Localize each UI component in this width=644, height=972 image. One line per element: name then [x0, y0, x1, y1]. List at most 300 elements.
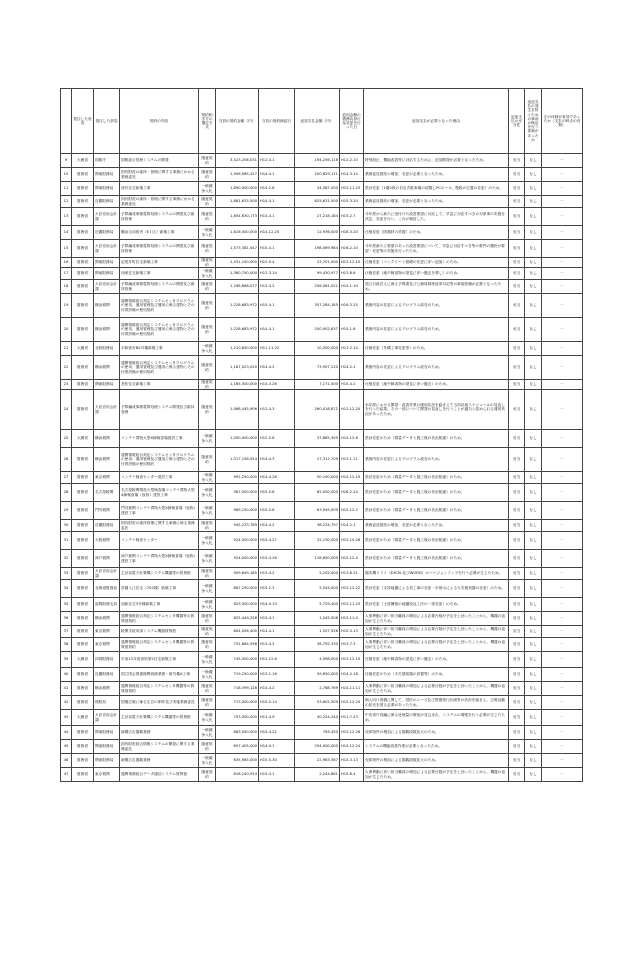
- cell-no: 24: [61, 390, 72, 430]
- cell-reason: 人事異動に伴い担当職員の増加による必要台数が予定を上回ったことから、機器の追加が生じたため。: [364, 612, 509, 626]
- cell-orig: 683,550,000: [216, 726, 259, 740]
- cell-bureau: 四国財務局: [94, 652, 120, 668]
- cell-ministry: 財務省: [72, 448, 94, 472]
- cell-no: 27: [61, 472, 72, 484]
- cell-method: 一般競争入札: [199, 668, 216, 682]
- cell-check: なし: [525, 240, 542, 258]
- cell-adate: H13.8.31: [340, 568, 364, 580]
- table-row: [61, 710, 583, 726]
- cell-check: なし: [525, 390, 542, 430]
- cell-content: 予算編成事務電算処理システムの開発及び維持管理: [120, 240, 199, 258]
- cell-reason: システムの機能改善作業が必要となったため。: [364, 740, 509, 754]
- table-row: [61, 740, 583, 754]
- cell-reason: 仕様変更（地中障害物の発見に伴い撤去）のため。: [364, 652, 509, 668]
- cell-adate: H14.3.14: [340, 168, 364, 182]
- cell-ministry: 財務省: [72, 726, 94, 740]
- cell-orig: 1,906,965,427: [216, 168, 259, 182]
- cell-eff: －: [542, 390, 583, 430]
- cell-method: 随意契約: [199, 682, 216, 696]
- cell-eff: －: [542, 652, 583, 668]
- cell-add: 7,171,500: [295, 380, 340, 390]
- cell-check: なし: [525, 668, 542, 682]
- cell-content: 新聞広告掲載業務: [120, 754, 199, 768]
- cell-valid: 妥当: [509, 182, 525, 196]
- cell-reason: 設計変更のため（測量データと施工後の状況相違）のため。: [364, 484, 509, 502]
- cell-ministry: 財務省: [72, 484, 94, 502]
- cell-odate: H14.2.6: [259, 182, 295, 196]
- cell-no: 40: [61, 668, 72, 682]
- cell-eff: －: [542, 484, 583, 502]
- cell-ministry: 財務省: [72, 294, 94, 318]
- cell-no: 30: [61, 520, 72, 532]
- cell-orig: 987,000,000: [216, 484, 259, 502]
- cell-adate: H14.2.18: [340, 668, 364, 682]
- cell-valid: 妥当: [509, 726, 525, 740]
- cell-add: 32,130,000: [295, 532, 340, 550]
- cell-reason: 中央省庁再編に係る処理量の増加が見込まれ、システムの増強を行う必要が生じたため。: [364, 710, 509, 726]
- cell-odate: H12.4.1: [259, 154, 295, 168]
- cell-valid: 妥当: [509, 258, 525, 268]
- cell-ministry: 財務省: [72, 318, 94, 342]
- cell-orig: 618,240,924: [216, 768, 259, 782]
- cell-content: 宮園入江住宅（702棟）新築工事: [120, 580, 199, 598]
- cell-orig: 924,000,000: [216, 532, 259, 550]
- cell-no: 25: [61, 430, 72, 448]
- header-row: [61, 89, 583, 154]
- cell-no: 22: [61, 356, 72, 380]
- header-cell: 追加金額の債務負担行為変更を行った日: [340, 89, 364, 154]
- cell-odate: H14.4.26: [259, 472, 295, 484]
- cell-valid: 妥当: [509, 390, 525, 430]
- cell-adate: H11.7.23: [340, 710, 364, 726]
- cell-ministry: 大蔵省: [72, 154, 94, 168]
- cell-ministry: 財務省: [72, 390, 94, 430]
- cell-valid: 妥当: [509, 168, 525, 182]
- cell-odate: H15.4.27: [259, 532, 295, 550]
- cell-check: なし: [525, 484, 542, 502]
- cell-method: 随意契約: [199, 356, 216, 380]
- cell-method: 随意契約: [199, 258, 216, 268]
- cell-add: 36,792,330: [295, 638, 340, 652]
- cell-adate: H15.11.25: [340, 182, 364, 196]
- cell-valid: 妥当: [509, 484, 525, 502]
- cell-adate: H14.12.19: [340, 472, 364, 484]
- cell-adate: H14.2.1: [340, 520, 364, 532]
- cell-add: 12,936,000: [295, 226, 340, 240]
- cell-odate: H11.11.22: [259, 342, 295, 356]
- cell-orig: 1,890,000,000: [216, 182, 259, 196]
- cell-no: 43: [61, 710, 72, 726]
- cell-no: 41: [61, 682, 72, 696]
- header-cell: 追加支払が必要となった理由: [364, 89, 509, 154]
- cell-reason: 売却物件の増加による掲載段数拡大のため。: [364, 726, 509, 740]
- cell-bureau: 関東財務局: [94, 182, 120, 196]
- cell-ministry: 財務省: [72, 182, 94, 196]
- cell-add: 260,018,872: [295, 390, 340, 430]
- cell-no: 23: [61, 380, 72, 390]
- cell-orig: 745,500,000: [216, 652, 259, 668]
- cell-odate: H15.5.14: [259, 696, 295, 710]
- cell-odate: H13.1.16: [259, 668, 295, 682]
- table-row: [61, 154, 583, 168]
- table-row: [61, 484, 583, 502]
- cell-orig: 1,050,000,000: [216, 430, 259, 448]
- cell-content: 西新住宅3号棟新築工事: [120, 598, 199, 612]
- cell-reason: 業務委託財産の増加、変更が必要となったため。: [364, 520, 509, 532]
- cell-valid: 妥当: [509, 448, 525, 472]
- cell-no: 31: [61, 532, 72, 550]
- cell-reason: 業務内容の変更によるプログラム改変のため。: [364, 294, 509, 318]
- cell-orig: 825,449,256: [216, 612, 259, 626]
- cell-eff: －: [542, 598, 583, 612]
- cell-valid: 妥当: [509, 532, 525, 550]
- cell-eff: －: [542, 268, 583, 280]
- cell-valid: 妥当: [509, 226, 525, 240]
- cell-no: 15: [61, 240, 72, 258]
- cell-eff: －: [542, 342, 583, 356]
- cell-check: なし: [525, 612, 542, 626]
- cell-no: 35: [61, 598, 72, 612]
- cell-odate: H15.2.3: [259, 580, 295, 598]
- cell-valid: 妥当: [509, 696, 525, 710]
- cell-eff: －: [542, 472, 583, 484]
- cell-add: 1,245,508: [295, 612, 340, 626]
- cell-bureau: 大臣官房会計課: [94, 710, 120, 726]
- cell-add: 59,850,000: [295, 668, 340, 682]
- cell-method: 随意契約: [199, 740, 216, 754]
- cell-method: 一般競争入札: [199, 268, 216, 280]
- cell-content: 国債広報に係る広告の制作及び実施業務委託: [120, 696, 199, 710]
- header-cell: 追加支払金額（円）: [295, 89, 340, 154]
- cell-check: なし: [525, 268, 542, 280]
- cell-orig: 1,298,668,077: [216, 280, 259, 294]
- cell-ministry: 財務省: [72, 598, 94, 612]
- cell-eff: －: [542, 520, 583, 532]
- cell-content: 国有財産の維持・管理に関する事務にかかる業務委託: [120, 196, 199, 208]
- cell-check: なし: [525, 294, 542, 318]
- cell-orig: 867,250,000: [216, 580, 259, 598]
- contract-table-sheet: [60, 88, 582, 782]
- cell-valid: 妥当: [509, 240, 525, 258]
- cell-add: 5,544,000: [295, 580, 340, 598]
- cell-reason: 設計変更のため（測量データと施工後の状況相違）のため。: [364, 502, 509, 520]
- cell-bureau: 近畿財務局: [94, 196, 120, 208]
- cell-odate: H14.4.2: [259, 682, 295, 696]
- cell-method: 随意契約: [199, 390, 216, 430]
- cell-orig: 1,165,500,000: [216, 380, 259, 390]
- cell-bureau: 東京税関: [94, 626, 120, 638]
- cell-orig: 1,017,156,924: [216, 448, 259, 472]
- cell-adate: H15.10.26: [340, 532, 364, 550]
- cell-add: 294,000,000: [295, 740, 340, 754]
- cell-no: 14: [61, 226, 72, 240]
- cell-content: 西巣住宅新築工事: [120, 268, 199, 280]
- cell-add: 198,069,984: [295, 240, 340, 258]
- cell-valid: 妥当: [509, 740, 525, 754]
- cell-adate: H14.1.10: [340, 280, 364, 294]
- cell-bureau: 大臣官房会計課: [94, 280, 120, 294]
- table-row: [61, 668, 583, 682]
- cell-bureau: 理財局: [94, 696, 120, 710]
- cell-valid: 妥当: [509, 568, 525, 580]
- cell-add: 256,061,022: [295, 280, 340, 294]
- table-row: [61, 268, 583, 280]
- table-row: [61, 580, 583, 598]
- cell-add: 4,998,000: [295, 652, 340, 668]
- cell-check: なし: [525, 754, 542, 768]
- table-row: [61, 638, 583, 652]
- cell-odate: H15.4.26: [259, 550, 295, 568]
- cell-adate: H16.3.20: [340, 226, 364, 240]
- cell-method: 一般競争入札: [199, 532, 216, 550]
- cell-bureau: 神戸税関: [94, 550, 120, 568]
- header-cell: 発注した府省: [72, 89, 94, 154]
- cell-adate: H14.12.24: [340, 740, 364, 754]
- cell-adate: H16.3.25: [340, 294, 364, 318]
- cell-ministry: 財務省: [72, 240, 94, 258]
- cell-adate: H15.12.22: [340, 580, 364, 598]
- cell-adate: H13.2.14: [340, 342, 364, 356]
- cell-odate: H13.4.2: [259, 638, 295, 652]
- cell-no: 28: [61, 484, 72, 502]
- cell-add: 765,450: [295, 726, 340, 740]
- table-row: [61, 472, 583, 484]
- header-cell: 追加支払の妥当性: [509, 89, 525, 154]
- table-row: [61, 726, 583, 740]
- cell-valid: 妥当: [509, 294, 525, 318]
- cell-valid: 妥当: [509, 430, 525, 448]
- cell-bureau: 大臣官房会計課: [94, 208, 120, 226]
- cell-reason: 人事異動に伴い担当職員の増加による必要台数が予定を上回ったことから、機器の追加が生じたため。: [364, 626, 509, 638]
- cell-check: なし: [525, 580, 542, 598]
- table-row: [61, 696, 583, 710]
- cell-content: 通関情報総合判定システムセンタプログラムの使用、運用管理及び運用に係る建物とその付帯設備の使用契約: [120, 318, 199, 342]
- cell-orig: 635,985,000: [216, 754, 259, 768]
- cell-adate: H15.6.4: [340, 768, 364, 782]
- table-row: [61, 652, 583, 668]
- table-row: [61, 356, 583, 380]
- cell-bureau: 東京税関: [94, 472, 120, 484]
- cell-adate: H16.2.24: [340, 484, 364, 502]
- cell-content: 国税総合管理システムの開発: [120, 154, 199, 168]
- cell-reason: 人事異動に伴い担当職員の増加による必要台数が予定を上回ったことから、機器の追加が生じたため。: [364, 768, 509, 782]
- cell-valid: 妥当: [509, 652, 525, 668]
- header-cell: 当初の契約金額（円）: [216, 89, 259, 154]
- cell-no: 9: [61, 154, 72, 168]
- cell-check: なし: [525, 342, 542, 356]
- table-row: [61, 390, 583, 430]
- cell-orig: 1,854,630,173: [216, 208, 259, 226]
- cell-adate: H15.2.7: [340, 208, 364, 226]
- cell-valid: 妥当: [509, 196, 525, 208]
- cell-content: コンテナ検査センター建設工事: [120, 472, 199, 484]
- cell-orig: 945,233,789: [216, 520, 259, 532]
- cell-content: 記尾井町住宅新築工事: [120, 258, 199, 268]
- cell-eff: －: [542, 768, 583, 782]
- cell-content: 通関事務総合データ通信システム賃貸借: [120, 768, 199, 782]
- cell-reason: 本年度における開発・改善作業の運用状況を踏まえて当初計画スケジュールの見直しを行った結果、その一部について開発の見直しを行うことが適当と認められる運用状況があったため。: [364, 390, 509, 430]
- cell-method: 随意契約: [199, 768, 216, 782]
- cell-ministry: 財務省: [72, 754, 94, 768]
- cell-odate: H14.4.1: [259, 318, 295, 342]
- cell-no: 12: [61, 196, 72, 208]
- cell-eff: －: [542, 550, 583, 568]
- cell-eff: －: [542, 626, 583, 638]
- cell-reason: 業務内容の変更によるプログラム改変のため。: [364, 448, 509, 472]
- table-row: [61, 226, 583, 240]
- header-cell: 契約の内容: [120, 89, 199, 154]
- cell-content: 予算編成事務電算処理システム開発及び維持管理: [120, 390, 199, 430]
- cell-odate: H15.5.6: [259, 484, 295, 502]
- cell-content: 深川住宅新築工事: [120, 182, 199, 196]
- header-cell: [61, 89, 72, 154]
- cell-content: 名古屋税関飛島大型検査場コンテナ貨物大型X線検査場（仮称）建設工事: [120, 484, 199, 502]
- cell-content: 通関情報総合判定システムセンタ機器等の賃貸借契約: [120, 612, 199, 626]
- header-cell: 左の体制が有効であったか（支払の時点の有無）: [542, 89, 583, 154]
- cell-orig: 1,228,683,972: [216, 294, 259, 318]
- cell-reason: 設計変更のため（測量データと施工後の状況相違）のため。: [364, 550, 509, 568]
- cell-adate: H12.12.20: [340, 390, 364, 430]
- cell-eff: －: [542, 356, 583, 380]
- cell-odate: H15.4.1: [259, 294, 295, 318]
- header-cell: 発注した部局: [94, 89, 120, 154]
- cell-bureau: 横浜税関: [94, 356, 120, 380]
- cell-reason: 売却物件の増加による掲載段数拡大のため。: [364, 754, 509, 768]
- cell-reason: 独立行政法人に係る予算書及び公務員制度改革対応等の新規依頼が必要となったため。: [364, 280, 509, 294]
- table-row: [61, 598, 583, 612]
- cell-reason: 仕様変更（地中障害物の発見に伴い撤去）のため。: [364, 380, 509, 390]
- cell-method: 一般競争入札: [199, 726, 216, 740]
- cell-orig: 969,150,000: [216, 502, 259, 520]
- cell-adate: H13.7.3: [340, 638, 364, 652]
- cell-add: 27,312,709: [295, 448, 340, 472]
- cell-add: 1,557,926: [295, 626, 340, 638]
- cell-method: 一般競争入札: [199, 472, 216, 484]
- cell-odate: H15.4.1: [259, 612, 295, 626]
- cell-bureau: 近畿財務局: [94, 668, 120, 682]
- cell-content: 国有財産総合情報システムの開発に関する業務委託: [120, 740, 199, 754]
- cell-eff: －: [542, 258, 583, 268]
- cell-odate: H15.4.1: [259, 768, 295, 782]
- cell-odate: H13.4.2: [259, 568, 295, 580]
- cell-check: なし: [525, 550, 542, 568]
- cell-ministry: 財務省: [72, 668, 94, 682]
- cell-no: 46: [61, 754, 72, 768]
- cell-reason: 設計変更（1層2段の自走式駐車場の屋階しPCホール、階段の位置の変更）のため。: [364, 182, 509, 196]
- cell-check: なし: [525, 638, 542, 652]
- cell-ministry: 財務省: [72, 612, 94, 626]
- cell-adate: H13.1.11: [340, 448, 364, 472]
- cell-bureau: 関東財務局: [94, 740, 120, 754]
- cell-content: 予算編成事務電算処理システムの開発及び維持管理: [120, 208, 199, 226]
- cell-add: 200,902,837: [295, 318, 340, 342]
- cell-content: 主計局電子計算機システム機器等の賃貸借: [120, 710, 199, 726]
- cell-method: 一般競争入札: [199, 754, 216, 768]
- cell-reason: 今年度から新たに受付けた改善要望に対応して、早急に対応すべきの対象事の実施を決定、変更を行い、これが検討した。: [364, 208, 509, 226]
- cell-eff: －: [542, 682, 583, 696]
- cell-valid: 妥当: [509, 356, 525, 380]
- table-row: [61, 208, 583, 226]
- cell-bureau: 北陸財務局: [94, 342, 120, 356]
- cell-eff: －: [542, 612, 583, 626]
- cell-no: 26: [61, 448, 72, 472]
- cell-no: 21: [61, 342, 72, 356]
- cell-ministry: 大蔵省: [72, 342, 94, 356]
- cell-eff: －: [542, 668, 583, 682]
- cell-method: 随意契約: [199, 196, 216, 208]
- cell-ministry: 財務省: [72, 472, 94, 484]
- cell-add: 63,945,000: [295, 502, 340, 520]
- header-cell: 追加支払の発生を防ぐための事前の検証を行う体制があったか: [525, 89, 542, 154]
- cell-content: 神戸税関コンテナ貨物大型X線検査場（仮称）建設工事: [120, 550, 199, 568]
- cell-add: 118,650,000: [295, 550, 340, 568]
- cell-no: 39: [61, 652, 72, 668]
- cell-reason: 人事異動に伴い担当職員の増加による必要台数が予定を上回ったことから、機器の追加が生じたため。: [364, 638, 509, 652]
- cell-check: なし: [525, 182, 542, 196]
- cell-add: 357,284,185: [295, 294, 340, 318]
- table-row: [61, 182, 583, 196]
- cell-ministry: 財務省: [72, 638, 94, 652]
- cell-check: なし: [525, 196, 542, 208]
- cell-method: 一般競争入札: [199, 652, 216, 668]
- cell-eff: －: [542, 448, 583, 472]
- header-cell: 当初の契約締結日: [259, 89, 295, 154]
- cell-odate: H12.3.14: [259, 268, 295, 280]
- cell-ministry: 財務省: [72, 550, 94, 568]
- cell-odate: H14.3.26: [259, 380, 295, 390]
- cell-ministry: 財務省: [72, 208, 94, 226]
- cell-bureau: 関東財務局: [94, 168, 120, 182]
- cell-method: 随意契約: [199, 240, 216, 258]
- cell-ministry: 財務省: [72, 226, 94, 240]
- table-row: [61, 550, 583, 568]
- cell-valid: 妥当: [509, 580, 525, 598]
- cell-method: 随意契約: [199, 280, 216, 294]
- cell-no: 10: [61, 168, 72, 182]
- cell-valid: 妥当: [509, 682, 525, 696]
- cell-adate: H15.1.6: [340, 318, 364, 342]
- cell-orig: 719,250,000: [216, 668, 259, 682]
- cell-odate: H14.4.2: [259, 356, 295, 380]
- cell-content: 通関情報総合判定システムセンタプログラムの使用、運用管理及び運用に係る建物とその付帯設備の使用契約: [120, 294, 199, 318]
- cell-bureau: 北海道財務局: [94, 580, 120, 598]
- cell-add: 85,050,000: [295, 484, 340, 502]
- cell-odate: H13.4.2: [259, 280, 295, 294]
- cell-ministry: 財務省: [72, 626, 94, 638]
- cell-ministry: 財務省: [72, 356, 94, 380]
- cell-ministry: 大蔵省: [72, 652, 94, 668]
- cell-orig: 703,500,000: [216, 710, 259, 726]
- cell-valid: 妥当: [509, 380, 525, 390]
- cell-bureau: 名古屋税関: [94, 484, 120, 502]
- table-row: [61, 430, 583, 448]
- table-row: [61, 380, 583, 390]
- cell-check: なし: [525, 626, 542, 638]
- header-cell: 契約相手方の選定方式: [199, 89, 216, 154]
- cell-reason: 仕様変更（防錆材の設置）のため。: [364, 226, 509, 240]
- cell-no: 38: [61, 638, 72, 652]
- cell-eff: －: [542, 240, 583, 258]
- cell-valid: 妥当: [509, 472, 525, 484]
- cell-valid: 妥当: [509, 208, 525, 226]
- cell-add: 99,430,977: [295, 268, 340, 280]
- cell-reason: 個人向け国債に関して、国民のニーズ及び国債発行計画等の状況を踏まえ、広報活動の拡充を図る必要があったため。: [364, 696, 509, 710]
- cell-reason: 特別改正、機能改善等に対応するために、追加開発が必要となったため。: [364, 154, 509, 168]
- cell-content: 国立国会図書館関西館業務・研究棟A工事: [120, 668, 199, 682]
- cell-adate: H15.12.4: [340, 550, 364, 568]
- cell-bureau: 関東財務局: [94, 268, 120, 280]
- cell-eff: －: [542, 754, 583, 768]
